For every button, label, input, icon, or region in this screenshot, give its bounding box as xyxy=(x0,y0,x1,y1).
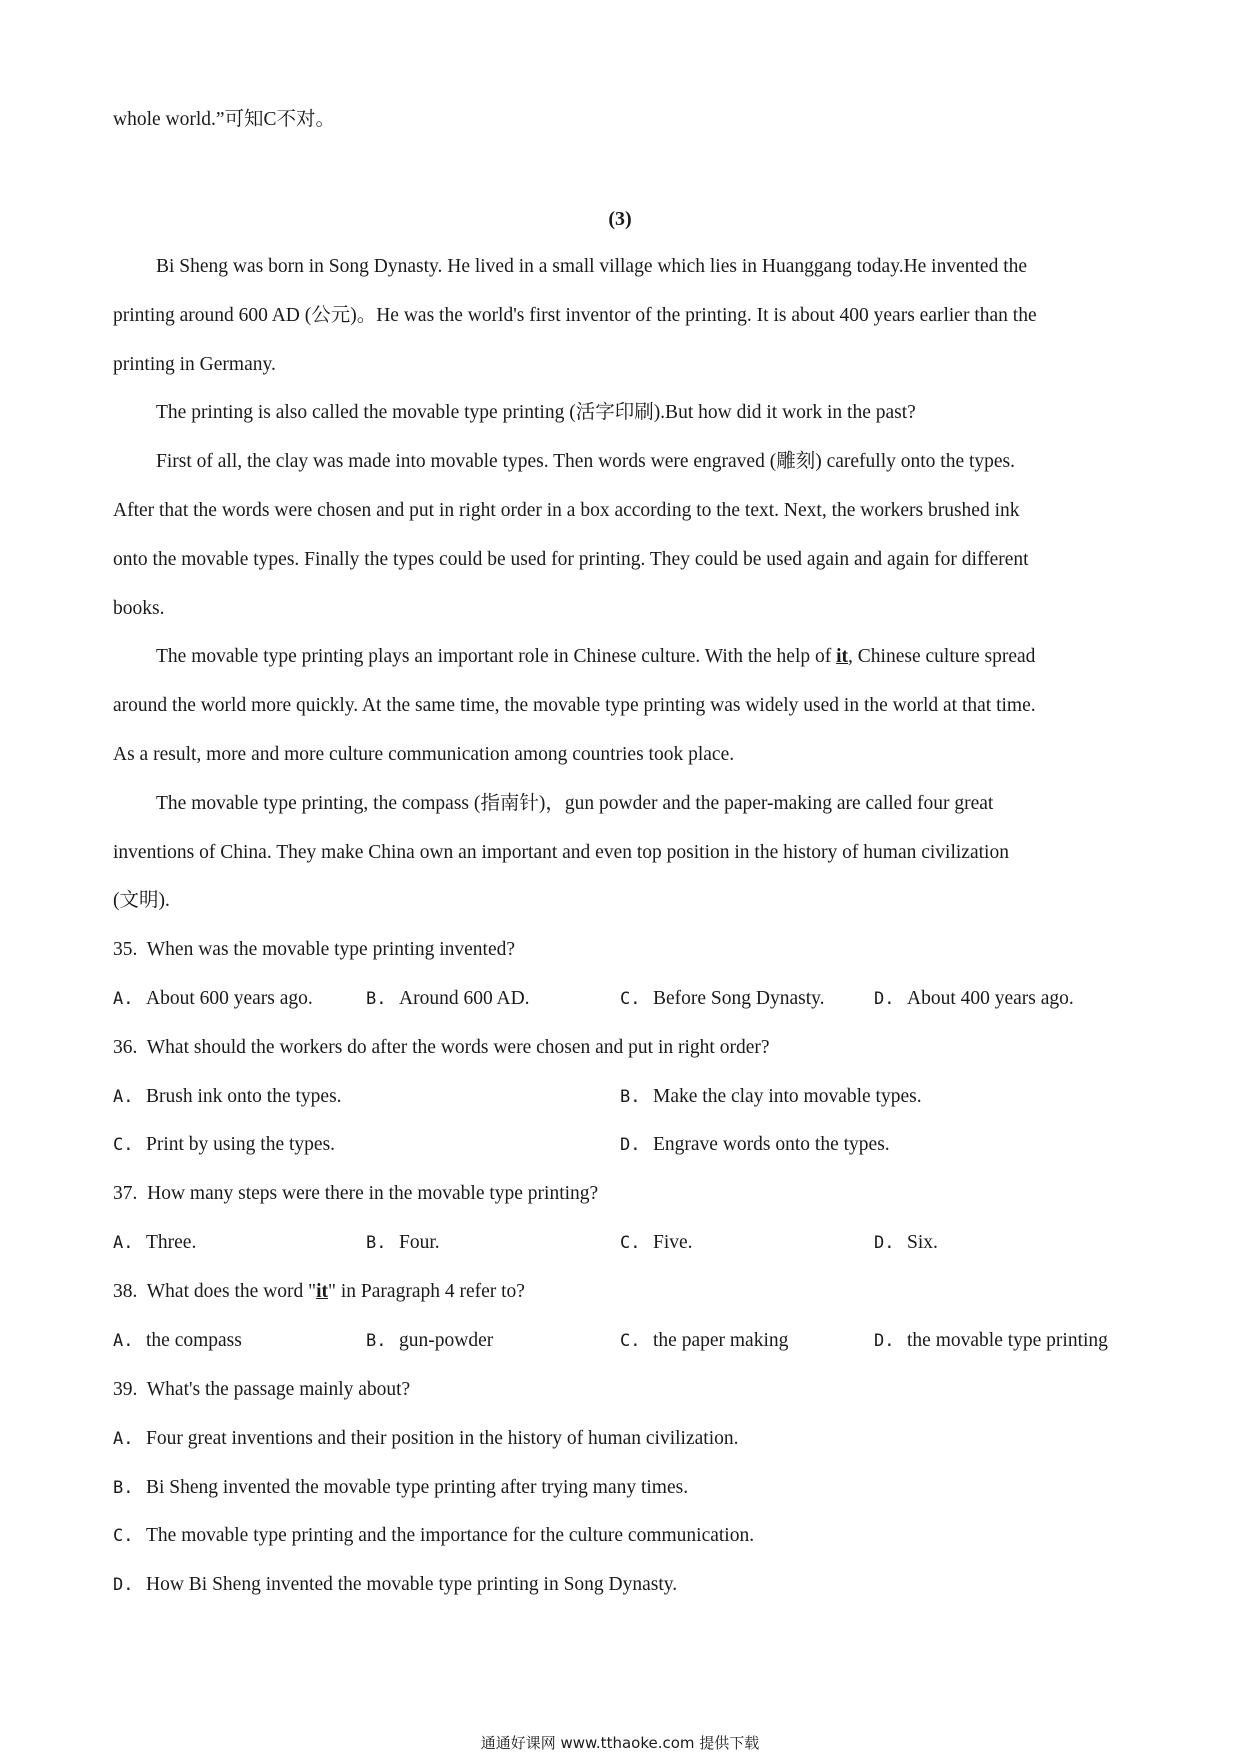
q36-option-b[interactable]: B. Make the clay into movable types. xyxy=(620,1086,922,1107)
question-number: 37. xyxy=(113,1183,138,1204)
q37-option-d[interactable]: D. Six. xyxy=(874,1232,938,1253)
q39-option-c[interactable]: C. The movable type printing and the importance for the culture communication. xyxy=(113,1525,755,1546)
passage-p3-line1: First of all, the clay was made into movable types. Then words were engraved (雕刻) carefully onto the types. xyxy=(156,451,1016,472)
passage-p5-line1: The movable type printing, the compass (指南针)，gun powder and the paper-making are called four great xyxy=(156,793,994,814)
question-36 xyxy=(113,1038,770,1058)
question-35 xyxy=(113,940,515,960)
q36-option-d[interactable]: D. Engrave words onto the types. xyxy=(620,1134,890,1155)
q37-option-a[interactable]: A. Three. xyxy=(113,1232,197,1253)
q38-option-c[interactable]: C. the paper making xyxy=(620,1330,789,1351)
passage-p3-line3: onto the movable types. Finally the types could be used for printing. They could be used again and again for different xyxy=(113,549,1029,570)
question-text: What should the workers do after the words were chosen and put in right order? xyxy=(146,1037,770,1058)
q35-option-b[interactable]: B. Around 600 AD. xyxy=(366,988,530,1009)
q38-option-d[interactable]: D. the movable type printing xyxy=(874,1330,1108,1351)
question-number: 38. xyxy=(113,1281,138,1302)
question-38 xyxy=(113,1282,525,1302)
question-text-before: What does the word " xyxy=(146,1281,317,1302)
q39-option-a[interactable]: A. Four great inventions and their position in the history of human civilization. xyxy=(113,1428,739,1449)
p4-underlined-it: it xyxy=(836,646,849,667)
q36-option-a[interactable]: A. Brush ink onto the types. xyxy=(113,1086,342,1107)
question-text: What's the passage mainly about? xyxy=(146,1379,411,1400)
question-number: 35. xyxy=(113,939,138,960)
section-title: (3) xyxy=(608,208,632,230)
q37-option-c[interactable]: C. Five. xyxy=(620,1232,693,1253)
question-number: 36. xyxy=(113,1037,138,1058)
question-text: When was the movable type printing invented? xyxy=(146,939,516,960)
question-text: How many steps were there in the movable type printing? xyxy=(147,1183,599,1204)
passage-p4-line1 xyxy=(156,647,1035,667)
passage-p5-line3: (文明). xyxy=(113,890,170,911)
passage-p3-line2: After that the words were chosen and put in right order in a box according to the text. Next, the workers brushed ink xyxy=(113,500,1020,521)
p4-text-after: , Chinese culture spread xyxy=(848,646,1036,667)
q35-option-c[interactable]: C. Before Song Dynasty. xyxy=(620,988,825,1009)
passage-p1-line3: printing in Germany. xyxy=(113,354,276,375)
q38-option-a[interactable]: A. the compass xyxy=(113,1330,242,1351)
q36-option-c[interactable]: C. Print by using the types. xyxy=(113,1134,336,1155)
p4-text-before: The movable type printing plays an important role in Chinese culture. With the help of xyxy=(156,646,837,667)
q35-option-d[interactable]: D. About 400 years ago. xyxy=(874,988,1074,1009)
passage-p5-line2: inventions of China. They make China own an important and even top position in the history of human civilization xyxy=(113,842,1009,863)
q39-option-d[interactable]: D. How Bi Sheng invented the movable type printing in Song Dynasty. xyxy=(113,1574,678,1595)
previous-answer-fragment: whole world.”可知C不对。 xyxy=(113,109,336,130)
passage-p4-line2: around the world more quickly. At the same time, the movable type printing was widely used in the world at that time. xyxy=(113,695,1036,716)
question-39 xyxy=(113,1380,410,1400)
passage-p2-line1: The printing is also called the movable type printing (活字印刷).But how did it work in the past? xyxy=(156,402,916,423)
question-number: 39. xyxy=(113,1379,138,1400)
page-footer: 通通好课网 www.tthaoke.com 提供下载 xyxy=(480,1734,760,1752)
passage-p4-line3: As a result, more and more culture communication among countries took place. xyxy=(113,744,735,765)
question-text-after: " in Paragraph 4 refer to? xyxy=(328,1281,525,1302)
passage-p1-line1: Bi Sheng was born in Song Dynasty. He lived in a small village which lies in Huanggang today.He invented the xyxy=(156,256,1028,277)
q38-option-b[interactable]: B. gun-powder xyxy=(366,1330,494,1351)
q35-option-a[interactable]: A. About 600 years ago. xyxy=(113,988,313,1009)
question-underlined-it: it xyxy=(316,1281,329,1302)
question-37 xyxy=(113,1184,598,1204)
q39-option-b[interactable]: B. Bi Sheng invented the movable type printing after trying many times. xyxy=(113,1477,689,1498)
passage-p1-line2: printing around 600 AD (公元)。He was the world's first inventor of the printing. It is about 400 years earlier than the xyxy=(113,305,1037,326)
passage-p3-line4: books. xyxy=(113,598,165,619)
q37-option-b[interactable]: B. Four. xyxy=(366,1232,440,1253)
